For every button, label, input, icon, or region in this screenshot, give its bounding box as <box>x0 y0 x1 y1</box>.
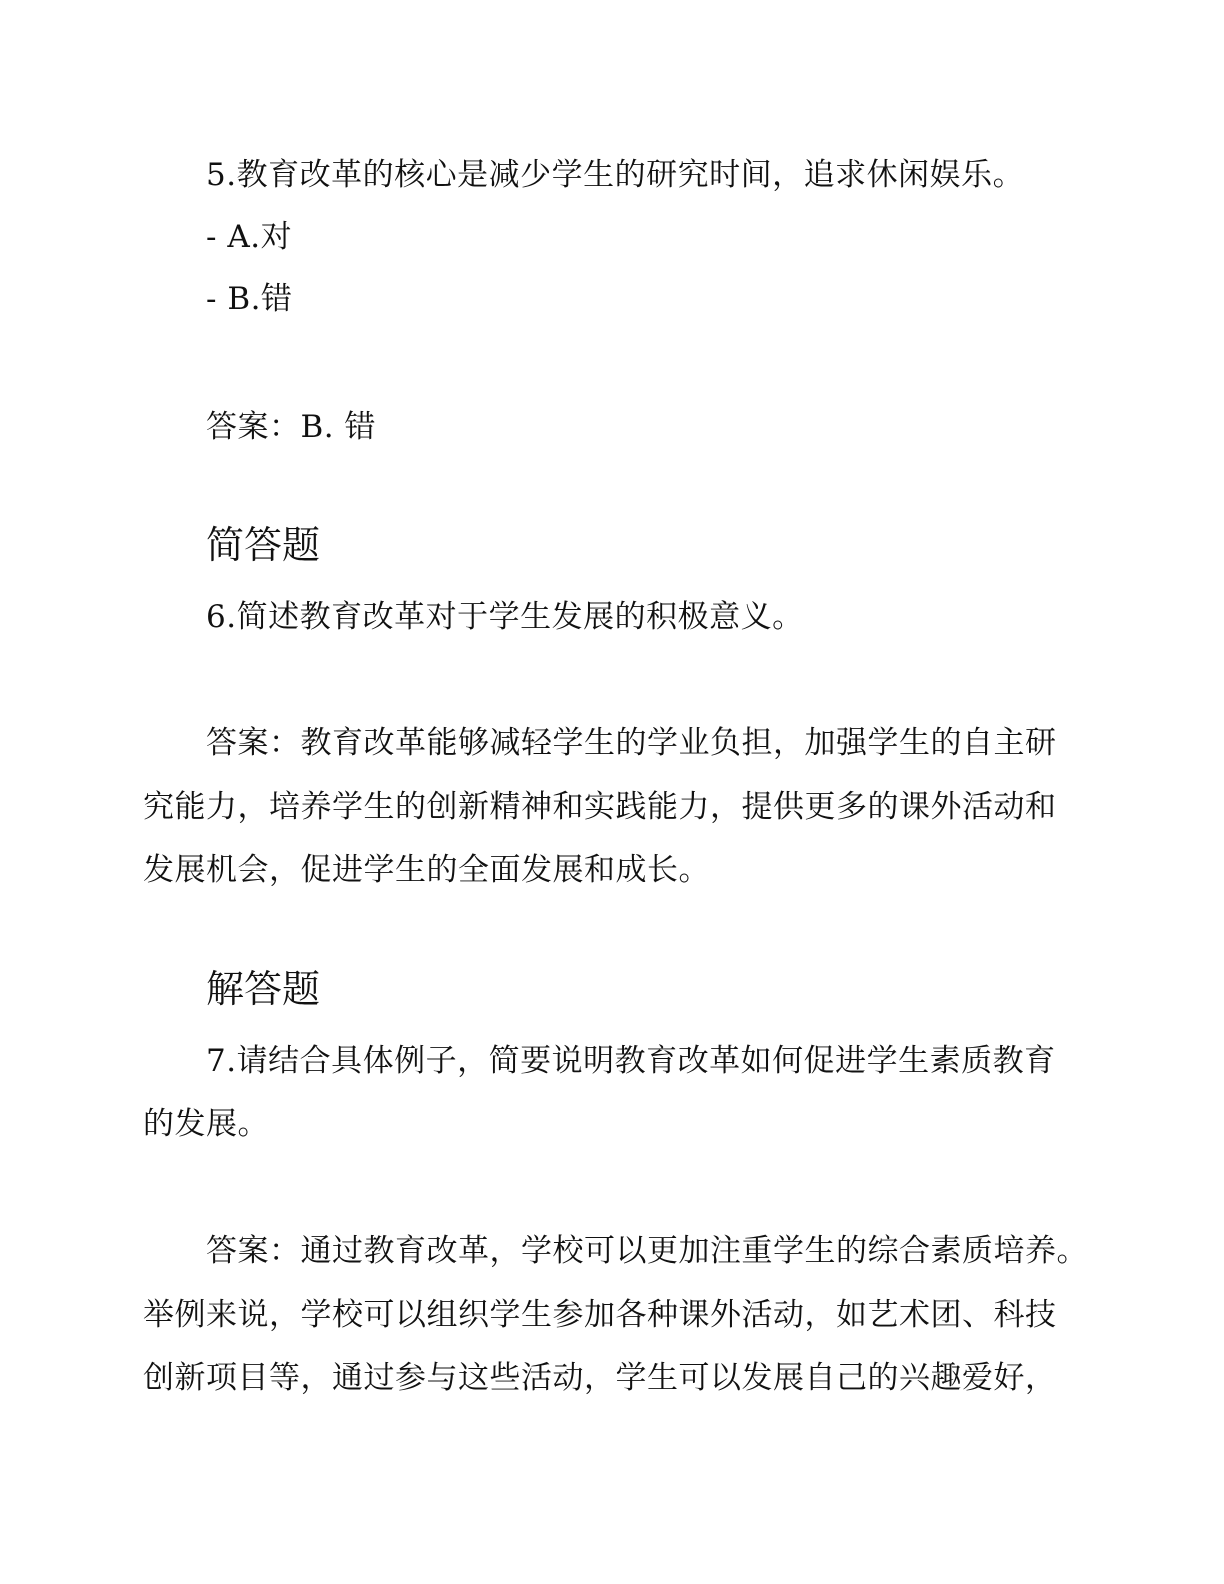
question-5-option-b: - B.错 <box>206 281 293 317</box>
question-7-answer-line-3: 创新项目等，通过参与这些活动，学生可以发展自己的兴趣爱好， <box>143 1360 1057 1396</box>
question-7-text-line-2: 的发展。 <box>143 1106 269 1142</box>
question-5-answer: 答案：B. 错 <box>206 409 376 445</box>
question-6-text: 6.简述教育改革对于学生发展的积极意义。 <box>206 599 804 635</box>
question-7-answer-line-1: 答案：通过教育改革，学校可以更加注重学生的综合素质培养。 <box>206 1233 1088 1269</box>
question-5-option-a: - A.对 <box>206 219 293 255</box>
question-6-answer-line-1: 答案：教育改革能够减轻学生的学业负担，加强学生的自主研 <box>206 725 1057 761</box>
question-5-text: 5.教育改革的核心是减少学生的研究时间，追求休闲娱乐。 <box>206 157 1025 193</box>
section-title-short-answer: 简答题 <box>206 523 321 567</box>
section-title-solution: 解答题 <box>206 967 321 1011</box>
question-7-text-line-1: 7.请结合具体例子，简要说明教育改革如何促进学生素质教育 <box>206 1043 1056 1079</box>
question-7-answer-line-2: 举例来说，学校可以组织学生参加各种课外活动，如艺术团、科技 <box>143 1297 1057 1333</box>
question-6-answer-line-2: 究能力，培养学生的创新精神和实践能力，提供更多的课外活动和 <box>143 789 1057 825</box>
question-6-answer-line-3: 发展机会，促进学生的全面发展和成长。 <box>143 852 710 888</box>
